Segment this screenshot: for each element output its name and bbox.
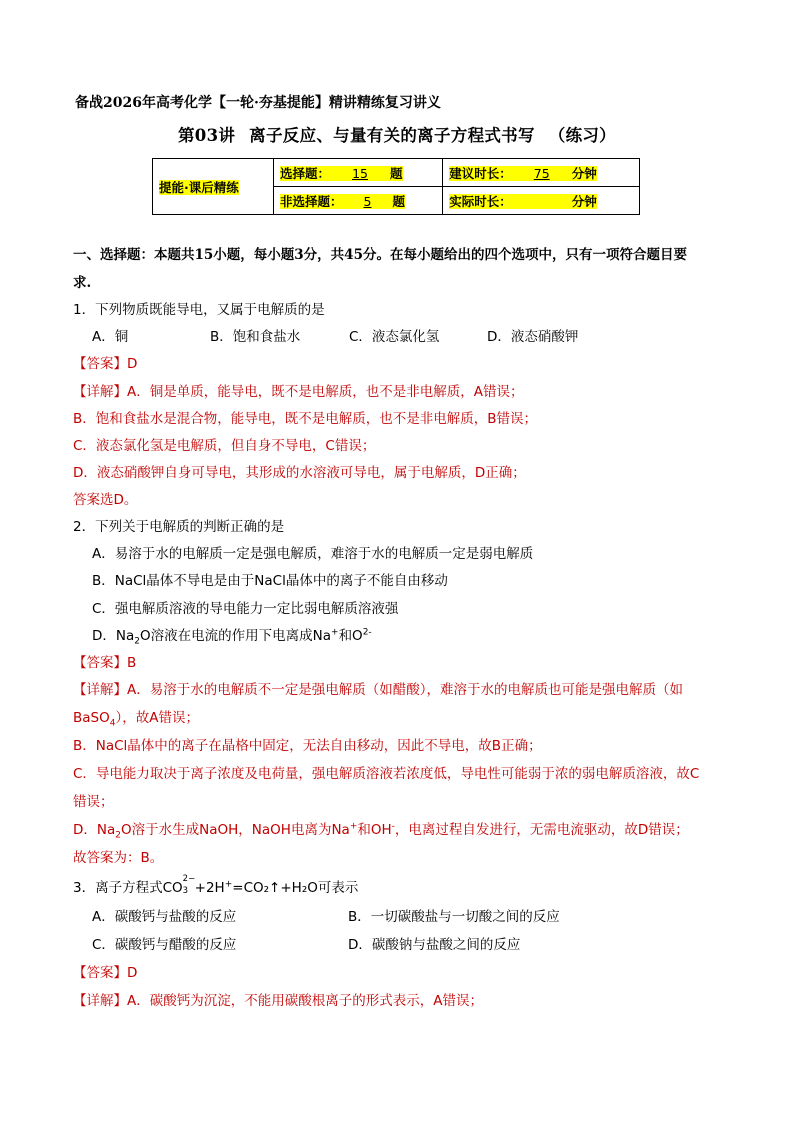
nonchoice-unit: 题 [392, 193, 406, 209]
actual-time-label: 实际时长： [449, 193, 512, 209]
q2-answer [73, 651, 136, 671]
q3-stem-pre: 3．离子方程式CO [73, 880, 183, 896]
q2-detail-1b [73, 706, 199, 729]
nonchoice-label: 非选择题： [280, 193, 343, 209]
q3-stem-sup: 2− [182, 874, 196, 884]
q2-detail-3: C．导电能力取决于离子浓度及电荷量，强电解质溶液若浓度低，导电性可能弱于浓的弱电解质溶液，故C [73, 766, 700, 782]
choice-count: 15 [352, 165, 368, 181]
q3-option-a: A．碳酸钙与盐酸的反应 [92, 909, 237, 925]
q1-detail-4: D．液态硝酸钾自身可导电，其形成的水溶液可导电，属于电解质，D正确； [73, 465, 526, 481]
q2-detail-4-sup2: - [391, 821, 395, 832]
q3-detail-text-1: A．碳酸钙为沉淀，不能用碳酸根离子的形式表示，A错误； [127, 993, 483, 1009]
q2-detail-2: B．NaCl晶体中的离子在晶格中固定，无法自由移动，因此不导电，故B正确； [73, 738, 542, 754]
q1-answer-label: 【答案】 [73, 356, 127, 372]
q2-detail-3b: 错误； [73, 794, 114, 810]
q2-detail-1b-post: ），故A错误； [115, 710, 199, 726]
q1-detail-5: 答案选D。 [73, 492, 138, 508]
lecture-number: 第03讲 [178, 126, 236, 145]
practice-label: 提能·课后精练 [159, 179, 239, 195]
q3-option-d: D．碳酸钠与盐酸之间的反应 [348, 937, 521, 953]
q2-detail-4-sub: 2 [115, 830, 122, 841]
q3-stem-sub: 3 [182, 886, 189, 896]
q2-detail-4-sup1: + [349, 821, 358, 832]
q2-detail-1 [73, 678, 683, 698]
q2-detail-4-pre: D．Na [73, 822, 116, 838]
actual-time-unit: 分钟 [571, 193, 597, 209]
document-header: 备战2026年高考化学【一轮·夯基提能】精讲精练复习讲义 [75, 95, 441, 111]
q3-option-b: B．一切碳酸盐与一切酸之间的反应 [348, 909, 560, 925]
suggest-time-cell [443, 159, 640, 187]
q2-option-d-sup2: 2- [362, 627, 372, 638]
section-heading-line1: 一、选择题：本题共15小题，每小题3分，共45分。在每小题给出的四个选项中，只有一项符合题目要 [73, 247, 687, 263]
q2-option-d [92, 624, 372, 647]
practice-label-cell [153, 159, 274, 215]
q2-detail-4 [73, 818, 689, 841]
q2-stem: 2．下列关于电解质的判断正确的是 [73, 519, 285, 535]
lecture-title [0, 122, 794, 146]
lecture-topic: 离子反应、与量有关的离子方程式书写 [249, 126, 535, 145]
choice-unit: 题 [390, 165, 403, 181]
q1-detail-3: C．液态氯化氢是电解质，但自身不导电，C错误； [73, 438, 376, 454]
q3-answer-value: D [127, 965, 138, 981]
q1-option-c: C．液态氯化氢 [349, 329, 440, 345]
q2-detail-4-mid: O溶于水生成NaOH，NaOH电离为Na [121, 822, 350, 838]
q2-option-d-pre: D．Na [92, 628, 135, 644]
nonchoice-count: 5 [363, 193, 372, 209]
q1-answer [73, 352, 137, 372]
q1-detail-2: B．饱和食盐水是混合物，能导电，既不是电解质，也不是非电解质，B错误； [73, 411, 538, 427]
q1-answer-value: D [127, 356, 138, 372]
q2-option-d-sup1: + [331, 627, 339, 638]
q1-detail-1 [73, 380, 523, 400]
q3-option-c: C．碳酸钙与醋酸的反应 [92, 937, 237, 953]
q3-stem-post: =CO₂↑+H₂O可表示 [232, 880, 359, 896]
q3-detail-1 [73, 989, 483, 1009]
q2-option-d-mid: O溶液在电流的作用下电离成Na [140, 628, 332, 644]
suggest-time-value: 75 [533, 165, 550, 181]
suggest-time-unit: 分钟 [571, 165, 597, 181]
q3-answer-label: 【答案】 [73, 965, 127, 981]
q1-option-a: A．铜 [92, 329, 129, 345]
choice-label: 选择题： [280, 165, 331, 181]
q2-detail-1b-pre: BaSO [73, 710, 110, 726]
q2-option-d-and: 和O [338, 628, 363, 644]
practice-info-table [152, 158, 640, 215]
q2-detail-4-post: ，电离过程自发进行，无需电流驱动，故D错误； [394, 822, 689, 838]
q1-option-b: B．饱和食盐水 [210, 329, 301, 345]
q1-option-d: D．液态硝酸钾 [487, 329, 579, 345]
q2-detail-label: 【详解】 [73, 682, 127, 698]
q1-detail-label: 【详解】 [73, 384, 127, 400]
section-heading-line2: 求. [73, 275, 92, 291]
lecture-type: （练习） [548, 126, 616, 145]
q1-stem: 1．下列物质既能导电，又属于电解质的是 [73, 302, 325, 318]
q1-detail-text-1: A．铜是单质，能导电，既不是电解质，也不是非电解质，A错误； [127, 384, 524, 400]
q2-detail-1b-sub: 4 [109, 718, 116, 729]
q2-option-c: C．强电解质溶液的导电能力一定比弱电解质溶液强 [92, 601, 399, 617]
q2-answer-value: B [127, 655, 137, 671]
q2-detail-4-and: 和OH [357, 822, 392, 838]
q2-detail-text-1: A．易溶于水的电解质不一定是强电解质（如醋酸），难溶于水的电解质也可能是强电解质（如 [127, 682, 683, 698]
q2-option-b: B．NaCl晶体不导电是由于NaCl晶体中的离子不能自由移动 [92, 573, 448, 589]
q2-option-d-sub: 2 [134, 636, 141, 647]
q3-answer [73, 961, 137, 981]
q3-stem-sup2: + [224, 879, 233, 890]
nonchoice-count-cell [274, 187, 443, 215]
q3-stem [73, 876, 358, 896]
q3-stem-mid: +2H [194, 880, 225, 896]
q2-option-a: A．易溶于水的电解质一定是强电解质，难溶于水的电解质一定是弱电解质 [92, 546, 534, 562]
actual-time-cell [443, 187, 640, 215]
q2-answer-label: 【答案】 [73, 655, 127, 671]
q2-detail-5: 故答案为：B。 [73, 850, 164, 866]
q3-detail-label: 【详解】 [73, 993, 127, 1009]
suggest-time-label: 建议时长： [449, 165, 512, 181]
choice-count-cell [274, 159, 443, 187]
